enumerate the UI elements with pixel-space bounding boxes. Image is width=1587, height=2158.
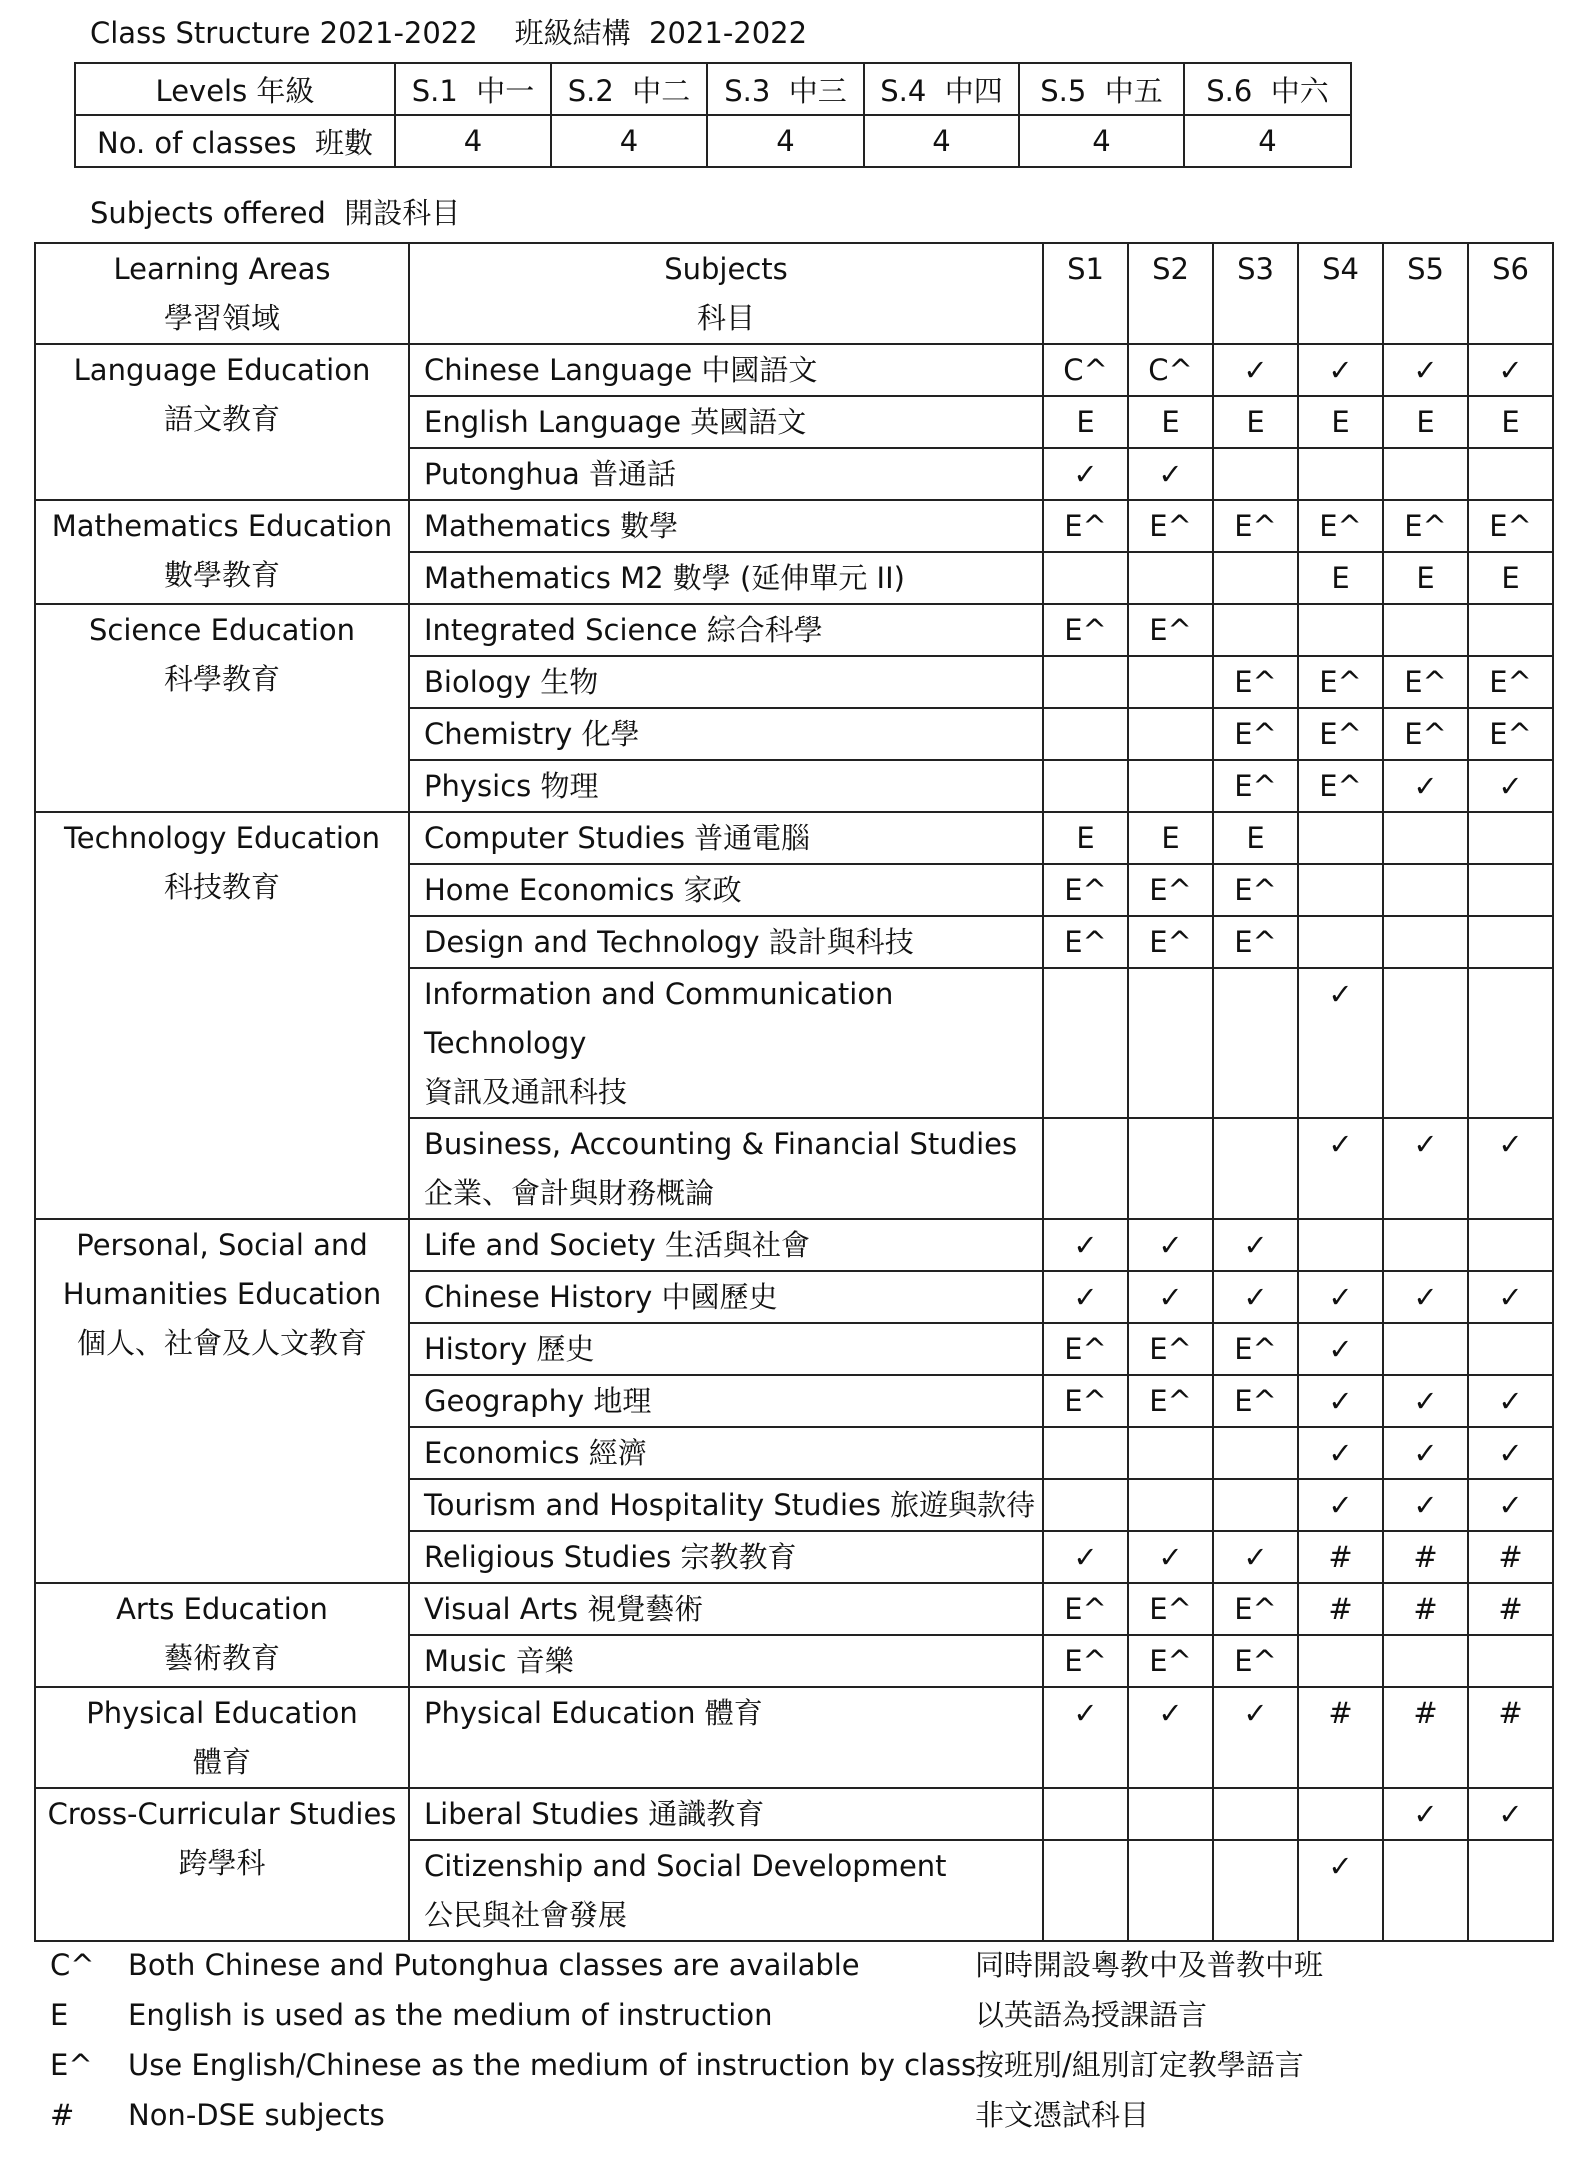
learning-area-cell: Arts Education 藝術教育 [35,1583,409,1687]
level-mark-cell: ✓ [1298,1271,1383,1323]
subject-name-cell: Biology 生物 [409,656,1043,708]
level-mark-cell: E^ [1213,500,1298,552]
level-mark-cell [1383,1323,1468,1375]
class-count-cell: 4 [1019,115,1184,167]
level-mark-cell [1043,1479,1128,1531]
level-mark-cell: ✓ [1298,968,1383,1118]
level-mark-cell: ✓ [1468,1427,1553,1479]
level-cell: S.4 中四 [864,63,1019,115]
subject-name-cell: Physical Education 體育 [409,1687,1043,1788]
level-mark-cell: ✓ [1298,1323,1383,1375]
level-mark-cell [1128,760,1213,812]
level-mark-cell [1213,552,1298,604]
level-mark-cell: E [1128,396,1213,448]
subjects-offered-table [34,242,1554,1942]
level-mark-cell: E^ [1128,500,1213,552]
level-mark-cell: # [1298,1687,1383,1788]
level-mark-cell: ✓ [1043,1531,1128,1583]
legend-row [50,2090,1550,2140]
level-mark-cell: E [1213,396,1298,448]
level-cell: S.1 中一 [395,63,551,115]
level-mark-cell [1298,916,1383,968]
level-mark-cell: E^ [1383,500,1468,552]
class-count-cell: 4 [395,115,551,167]
level-mark-cell: ✓ [1468,760,1553,812]
level-header: S5 [1383,243,1468,344]
level-mark-cell: E^ [1043,1635,1128,1687]
level-cell: S.3 中三 [707,63,864,115]
level-mark-cell [1298,1635,1383,1687]
level-mark-cell: ✓ [1383,1479,1468,1531]
subject-name-cell: Design and Technology 設計與科技 [409,916,1043,968]
levels-label: Levels 年級 [75,63,395,115]
legend-chinese-text: 按班別/組別訂定教學語言 [975,2048,1304,2082]
level-mark-cell: E [1298,396,1383,448]
level-mark-cell [1128,552,1213,604]
level-mark-cell: E^ [1213,1323,1298,1375]
subject-name-cell: Physics 物理 [409,760,1043,812]
level-mark-cell [1128,708,1213,760]
class-count-cell: 4 [864,115,1019,167]
level-mark-cell: ✓ [1128,1219,1213,1271]
level-mark-cell [1128,1840,1213,1941]
level-mark-cell: E^ [1043,1583,1128,1635]
subject-name-cell: Visual Arts 視覺藝術 [409,1583,1043,1635]
level-cell: S.2 中二 [551,63,707,115]
level-mark-cell: # [1298,1583,1383,1635]
level-mark-cell [1298,812,1383,864]
level-mark-cell: E^ [1213,916,1298,968]
level-mark-cell: ✓ [1128,1687,1213,1788]
level-mark-cell: E^ [1128,1323,1213,1375]
level-mark-cell: ✓ [1298,1118,1383,1219]
legend-english-text: Use English/Chinese as the medium of instruction by class [128,2048,977,2082]
legend-row [50,2040,1550,2090]
subject-row [35,500,1553,552]
level-mark-cell: ✓ [1213,1219,1298,1271]
level-mark-cell: ✓ [1383,1788,1468,1840]
level-mark-cell: C^ [1043,344,1128,396]
level-mark-cell: ✓ [1383,1375,1468,1427]
level-mark-cell: ✓ [1468,1479,1553,1531]
learning-area-cell: Mathematics Education 數學教育 [35,500,409,604]
level-mark-cell: ✓ [1298,344,1383,396]
level-mark-cell [1383,1635,1468,1687]
level-mark-cell [1383,916,1468,968]
level-mark-cell: ✓ [1468,1375,1553,1427]
level-mark-cell: E^ [1468,500,1553,552]
level-mark-cell: E [1298,552,1383,604]
subject-name-cell: History 歷史 [409,1323,1043,1375]
legend-row [50,1940,1550,1990]
level-mark-cell: ✓ [1298,1427,1383,1479]
level-mark-cell: ✓ [1128,1271,1213,1323]
subjects-header-row [35,243,1553,344]
level-mark-cell [1043,656,1128,708]
subject-name-cell: Geography 地理 [409,1375,1043,1427]
level-mark-cell: E^ [1383,656,1468,708]
level-mark-cell: E^ [1043,1375,1128,1427]
level-mark-cell: ✓ [1298,1479,1383,1531]
learning-area-cell: Language Education 語文教育 [35,344,409,500]
level-mark-cell [1043,1840,1128,1941]
learning-area-cell: Personal, Social and Humanities Education 個人、社會及人文教育 [35,1219,409,1583]
level-header: S2 [1128,243,1213,344]
level-mark-cell [1213,448,1298,500]
subject-name-cell: Economics 經濟 [409,1427,1043,1479]
level-mark-cell [1468,1323,1553,1375]
subject-row [35,1788,1553,1840]
classes-label: No. of classes 班數 [75,115,395,167]
level-mark-cell: E^ [1298,760,1383,812]
level-mark-cell [1043,760,1128,812]
level-mark-cell [1468,1219,1553,1271]
level-mark-cell: ✓ [1383,1271,1468,1323]
level-header: S4 [1298,243,1383,344]
level-mark-cell [1043,708,1128,760]
level-mark-cell [1468,864,1553,916]
legend-english-text: Both Chinese and Putonghua classes are available [128,1948,860,1982]
subject-row [35,1687,1553,1788]
classes-row [75,115,1351,167]
level-mark-cell: ✓ [1383,760,1468,812]
level-mark-cell [1468,1840,1553,1941]
level-mark-cell: ✓ [1213,344,1298,396]
level-mark-cell: # [1468,1531,1553,1583]
level-mark-cell [1128,1479,1213,1531]
level-mark-cell [1043,1427,1128,1479]
level-mark-cell: E^ [1213,760,1298,812]
level-mark-cell [1468,812,1553,864]
level-mark-cell: E^ [1213,708,1298,760]
level-mark-cell: E^ [1043,916,1128,968]
level-mark-cell [1043,1118,1128,1219]
level-mark-cell [1298,1219,1383,1271]
subject-row [35,1219,1553,1271]
level-mark-cell [1383,864,1468,916]
subject-name-cell: Integrated Science 綜合科學 [409,604,1043,656]
learning-areas-header: Learning Areas 學習領域 [35,243,409,344]
level-mark-cell: E [1043,396,1128,448]
level-mark-cell [1128,1427,1213,1479]
level-mark-cell [1468,968,1553,1118]
subject-name-cell: Chinese History 中國歷史 [409,1271,1043,1323]
subject-name-cell: Business, Accounting & Financial Studies 企業、會計與財務概論 [409,1118,1043,1219]
level-mark-cell: E^ [1468,656,1553,708]
subject-name-cell: Tourism and Hospitality Studies 旅遊與款待 [409,1479,1043,1531]
level-mark-cell: E [1468,552,1553,604]
legend-chinese-text: 以英語為授課語言 [975,1998,1208,2032]
level-mark-cell: E^ [1213,1375,1298,1427]
level-mark-cell [1468,1635,1553,1687]
learning-area-cell: Technology Education 科技教育 [35,812,409,1219]
level-header: S1 [1043,243,1128,344]
level-mark-cell: # [1383,1687,1468,1788]
legend-english-text: English is used as the medium of instruction [128,1998,773,2032]
level-cell: S.5 中五 [1019,63,1184,115]
subject-name-cell: Putonghua 普通話 [409,448,1043,500]
level-mark-cell: # [1298,1531,1383,1583]
subject-name-cell: Home Economics 家政 [409,864,1043,916]
level-mark-cell: E^ [1043,1323,1128,1375]
level-mark-cell: E^ [1213,864,1298,916]
legend-code: E [50,1998,69,2032]
legend-chinese-text: 同時開設粵教中及普教中班 [975,1948,1324,1982]
levels-row [75,63,1351,115]
level-mark-cell: E [1128,812,1213,864]
level-mark-cell: ✓ [1383,1118,1468,1219]
subject-name-cell: Mathematics 數學 [409,500,1043,552]
subjects-header: Subjects 科目 [409,243,1043,344]
level-mark-cell: ✓ [1383,1427,1468,1479]
level-mark-cell [1468,604,1553,656]
class-structure-heading: Class Structure 2021-2022 班級結構 2021-2022 [90,16,808,50]
level-mark-cell: E^ [1298,656,1383,708]
level-mark-cell [1213,1427,1298,1479]
level-mark-cell: ✓ [1298,1840,1383,1941]
level-mark-cell: ✓ [1043,1219,1128,1271]
level-mark-cell: E^ [1213,1583,1298,1635]
level-mark-cell [1213,1840,1298,1941]
legend-code: # [50,2098,75,2132]
level-mark-cell: E [1383,396,1468,448]
level-mark-cell: E^ [1383,708,1468,760]
level-mark-cell [1043,1788,1128,1840]
level-mark-cell: E^ [1043,864,1128,916]
level-mark-cell [1383,448,1468,500]
learning-area-cell: Physical Education 體育 [35,1687,409,1788]
level-mark-cell: ✓ [1213,1531,1298,1583]
class-count-cell: 4 [707,115,864,167]
legend [50,1940,1550,2140]
level-mark-cell: ✓ [1128,448,1213,500]
legend-english-text: Non-DSE subjects [128,2098,385,2132]
level-mark-cell [1383,1840,1468,1941]
level-mark-cell [1468,448,1553,500]
level-mark-cell: ✓ [1043,448,1128,500]
level-cell: S.6 中六 [1184,63,1351,115]
learning-area-cell: Science Education 科學教育 [35,604,409,812]
level-mark-cell [1298,604,1383,656]
level-mark-cell: E^ [1298,708,1383,760]
class-structure-table [74,62,1352,168]
level-mark-cell: E^ [1298,500,1383,552]
level-mark-cell: E^ [1043,500,1128,552]
subject-row [35,344,1553,396]
subject-name-cell: Information and Communication Technology 資訊及通訊科技 [409,968,1043,1118]
subject-name-cell: Mathematics M2 數學 (延伸單元 II) [409,552,1043,604]
legend-row [50,1990,1550,2040]
level-mark-cell: E [1043,812,1128,864]
subject-row [35,1583,1553,1635]
level-mark-cell: # [1468,1687,1553,1788]
level-mark-cell: ✓ [1043,1687,1128,1788]
level-mark-cell: E [1468,396,1553,448]
level-mark-cell: # [1468,1583,1553,1635]
subjects-offered-heading: Subjects offered 開設科目 [90,196,461,230]
level-mark-cell: ✓ [1468,1271,1553,1323]
level-mark-cell: ✓ [1468,1788,1553,1840]
legend-chinese-text: 非文憑試科目 [975,2098,1150,2132]
level-mark-cell: ✓ [1298,1375,1383,1427]
level-mark-cell: E^ [1128,1635,1213,1687]
level-mark-cell: ✓ [1213,1687,1298,1788]
level-mark-cell: ✓ [1468,344,1553,396]
subject-name-cell: Religious Studies 宗教教育 [409,1531,1043,1583]
level-mark-cell: E^ [1213,1635,1298,1687]
level-mark-cell: ✓ [1128,1531,1213,1583]
level-mark-cell: ✓ [1383,344,1468,396]
class-count-cell: 4 [1184,115,1351,167]
subject-row [35,812,1553,864]
level-mark-cell: E^ [1468,708,1553,760]
level-mark-cell: E^ [1128,916,1213,968]
level-mark-cell [1298,864,1383,916]
legend-code: E^ [50,2048,93,2082]
subject-name-cell: Life and Society 生活與社會 [409,1219,1043,1271]
level-mark-cell: E^ [1213,656,1298,708]
subject-name-cell: Music 音樂 [409,1635,1043,1687]
level-mark-cell [1128,1118,1213,1219]
level-mark-cell: ✓ [1468,1118,1553,1219]
level-mark-cell: # [1383,1583,1468,1635]
level-mark-cell: E^ [1128,864,1213,916]
level-mark-cell [1128,968,1213,1118]
level-mark-cell [1383,968,1468,1118]
subject-name-cell: Chemistry 化學 [409,708,1043,760]
level-mark-cell [1043,968,1128,1118]
learning-area-cell: Cross-Curricular Studies 跨學科 [35,1788,409,1941]
subject-row [35,604,1553,656]
level-mark-cell [1128,656,1213,708]
class-count-cell: 4 [551,115,707,167]
level-mark-cell [1043,552,1128,604]
level-mark-cell: E^ [1128,1375,1213,1427]
level-mark-cell: C^ [1128,344,1213,396]
subject-name-cell: Computer Studies 普通電腦 [409,812,1043,864]
subject-name-cell: Chinese Language 中國語文 [409,344,1043,396]
level-mark-cell [1213,1788,1298,1840]
level-mark-cell [1298,1788,1383,1840]
legend-code: C^ [50,1948,95,1982]
level-mark-cell: ✓ [1213,1271,1298,1323]
level-mark-cell: # [1383,1531,1468,1583]
level-mark-cell [1383,812,1468,864]
level-mark-cell: E^ [1128,604,1213,656]
level-mark-cell [1383,604,1468,656]
level-mark-cell [1213,968,1298,1118]
level-mark-cell: E^ [1043,604,1128,656]
level-mark-cell: E [1383,552,1468,604]
level-mark-cell [1213,1479,1298,1531]
level-mark-cell [1383,1219,1468,1271]
level-mark-cell: ✓ [1043,1271,1128,1323]
level-mark-cell [1298,448,1383,500]
level-mark-cell [1213,1118,1298,1219]
subject-name-cell: English Language 英國語文 [409,396,1043,448]
subject-name-cell: Liberal Studies 通識教育 [409,1788,1043,1840]
level-mark-cell [1213,604,1298,656]
level-header: S6 [1468,243,1553,344]
level-mark-cell: E [1213,812,1298,864]
level-mark-cell [1468,916,1553,968]
level-mark-cell: E^ [1128,1583,1213,1635]
subject-name-cell: Citizenship and Social Development 公民與社會發展 [409,1840,1043,1941]
level-header: S3 [1213,243,1298,344]
level-mark-cell [1128,1788,1213,1840]
